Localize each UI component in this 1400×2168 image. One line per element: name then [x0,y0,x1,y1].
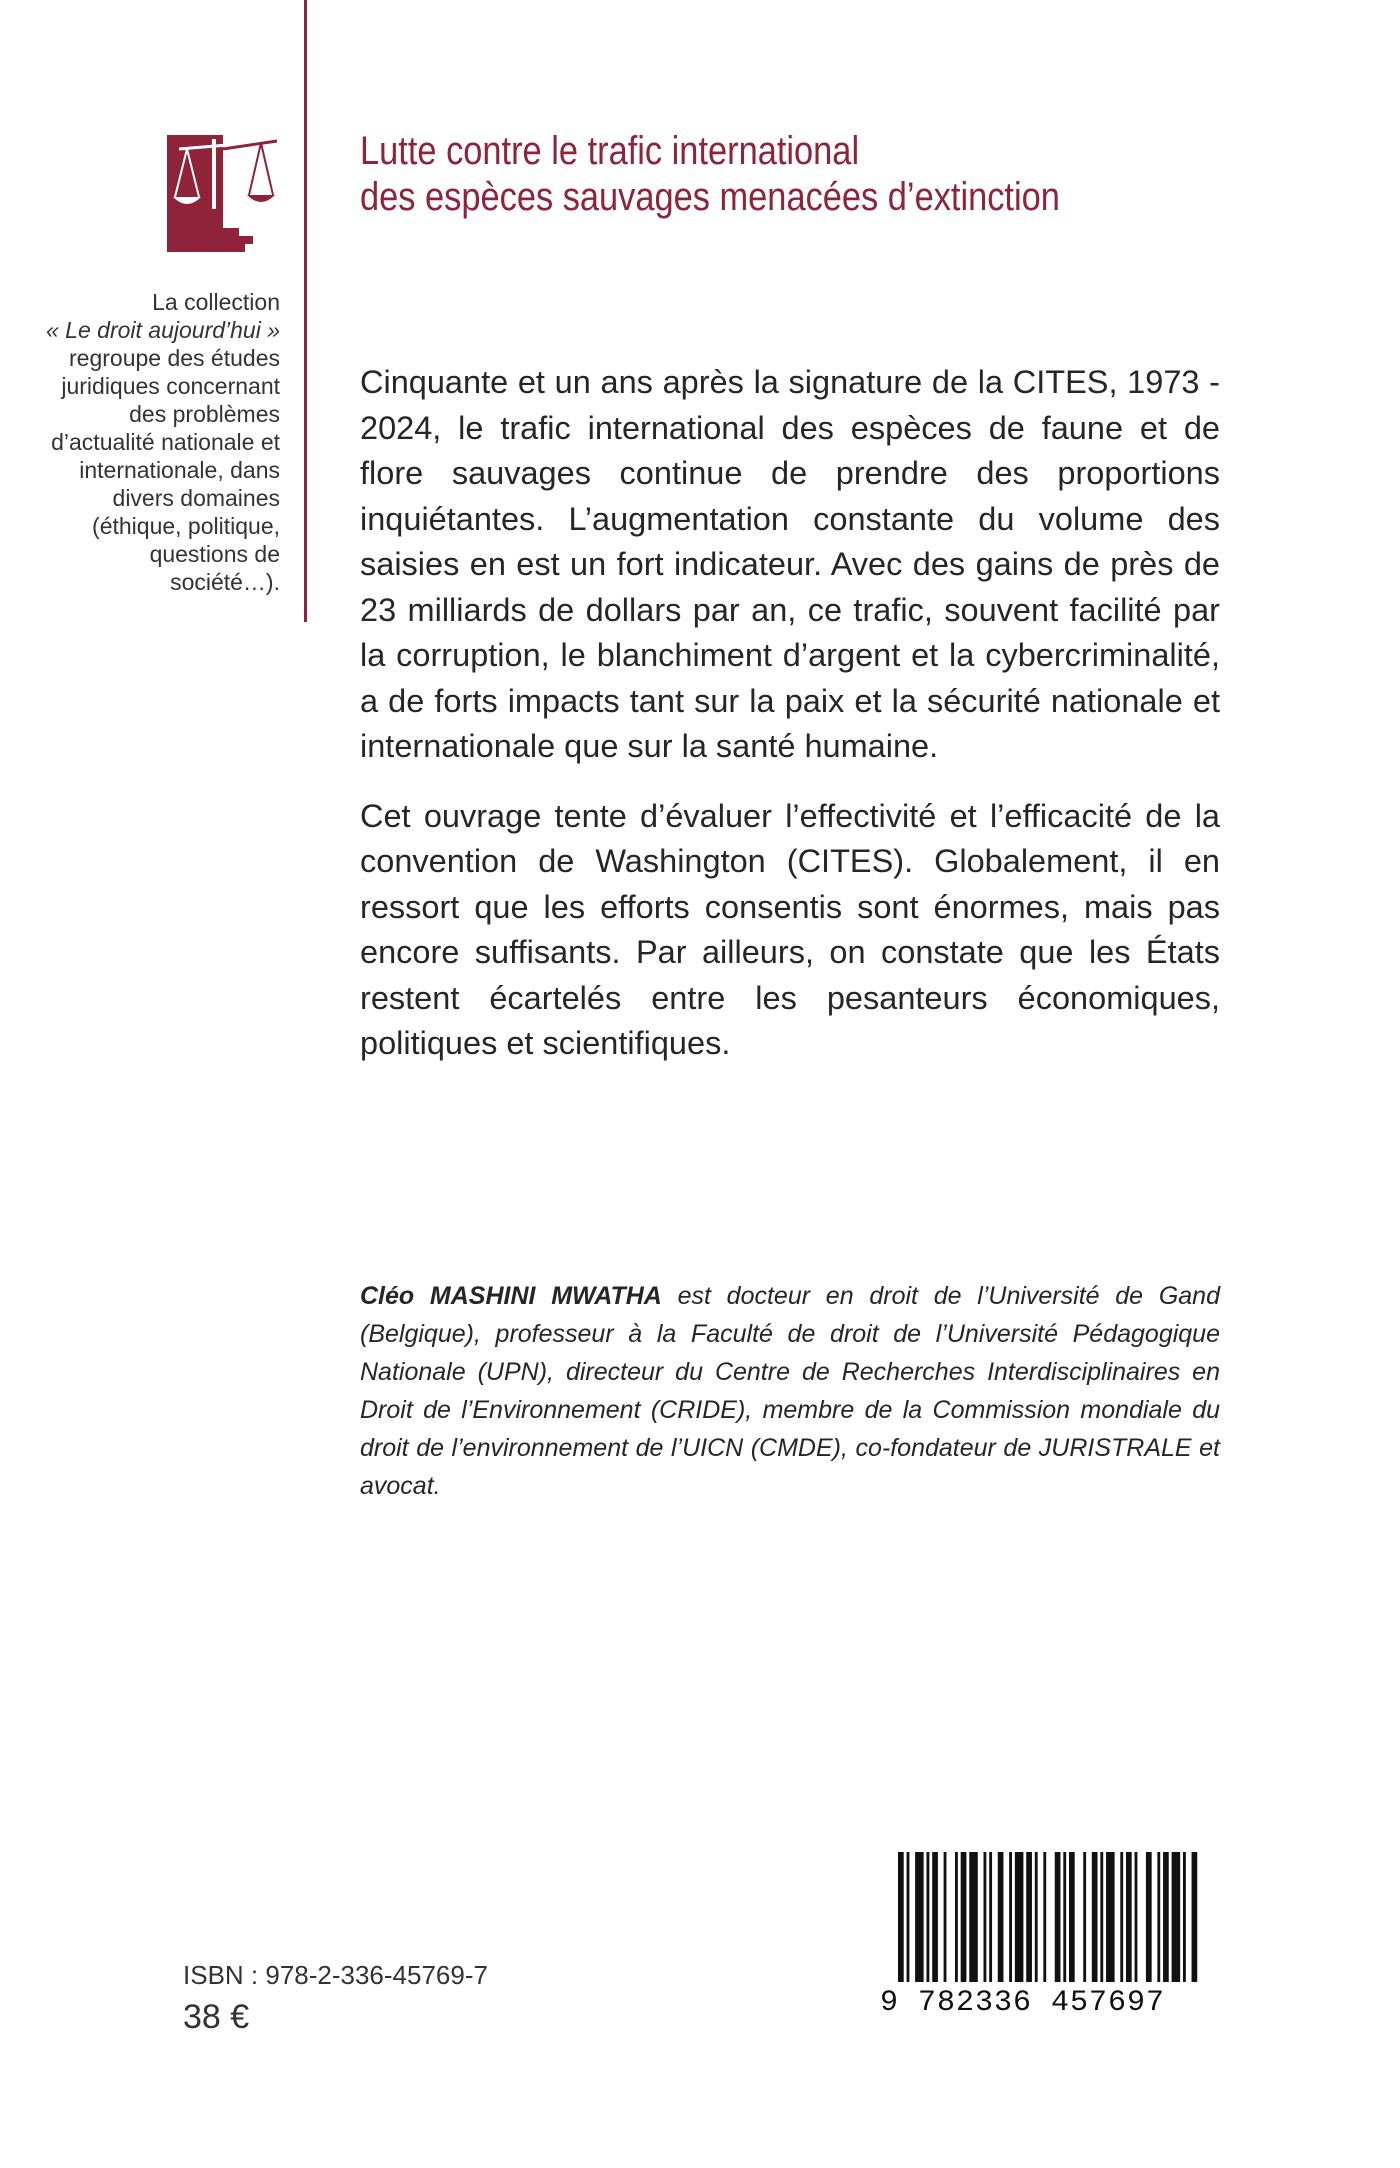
barcode-digits: 9 782336 457697 [880,1986,1166,2020]
title-line-1: Lutte contre le trafic international [360,129,860,173]
scales-of-justice-icon [167,135,283,252]
vertical-divider [304,0,307,622]
summary-paragraph-1: Cinquante et un ans après la signature de la CITES, 1973 - 2024, le trafic international des espèces de faune et de flore sauvages continue de prendre des proportions inquiétantes. L’augmentation constante du volume des saisies en est un fort indicateur. Avec des gains de près de 23 milliards de dollars par an, ce trafic, souvent facilité par la corruption, le blanchiment d’argent et la cybercriminalité, a de forts impacts tant sur la paix et la sécurité nationale et internationale que sur la santé humaine. [360,364,1220,764]
book-title [360,128,1220,220]
summary-paragraph-2: Cet ouvrage tente d’évaluer l’effectivité et l’efficacité de la convention de Washington (CITES). Globalement, il en ressort que les efforts consentis sont énormes, mais pas encore suffisants. Par ailleurs, on constate que les États restent écartelés entre les pesanteurs économiques, politiques et scientifiques. [360,797,1220,1061]
author-name: Cléo MASHINI MWATHA [360,1282,662,1310]
collection-text: regroupe des études juridiques concernant des problèmes d’actualité nationale et internationale, dans divers domaines (éthique, politique, questions de société…). [51,345,280,595]
price: 38 € [183,1998,250,2036]
collection-intro: La collection [152,289,280,315]
collection-description [40,288,280,596]
isbn: ISBN : 978-2-336-45769-7 [183,1960,488,1990]
collection-name: « Le droit aujourd’hui » [46,317,280,343]
title-line-2: des espèces sauvages menacées d’extinction [360,175,1060,219]
author-bio-text: est docteur en droit de l’Université de Gand (Belgique), professeur à la Faculté de droit de l’Université Pédagogique Nationale (UPN), directeur du Centre de Recherches Interdisciplinaires en Droit de l’Environnement (CRIDE), membre de la Commission mondiale du droit de l’environnement de l’UICN (CMDE), co-fondateur de JURISTRALE et avocat. [360,1282,1220,1500]
book-summary [360,360,1220,1091]
author-bio [360,1277,1220,1505]
